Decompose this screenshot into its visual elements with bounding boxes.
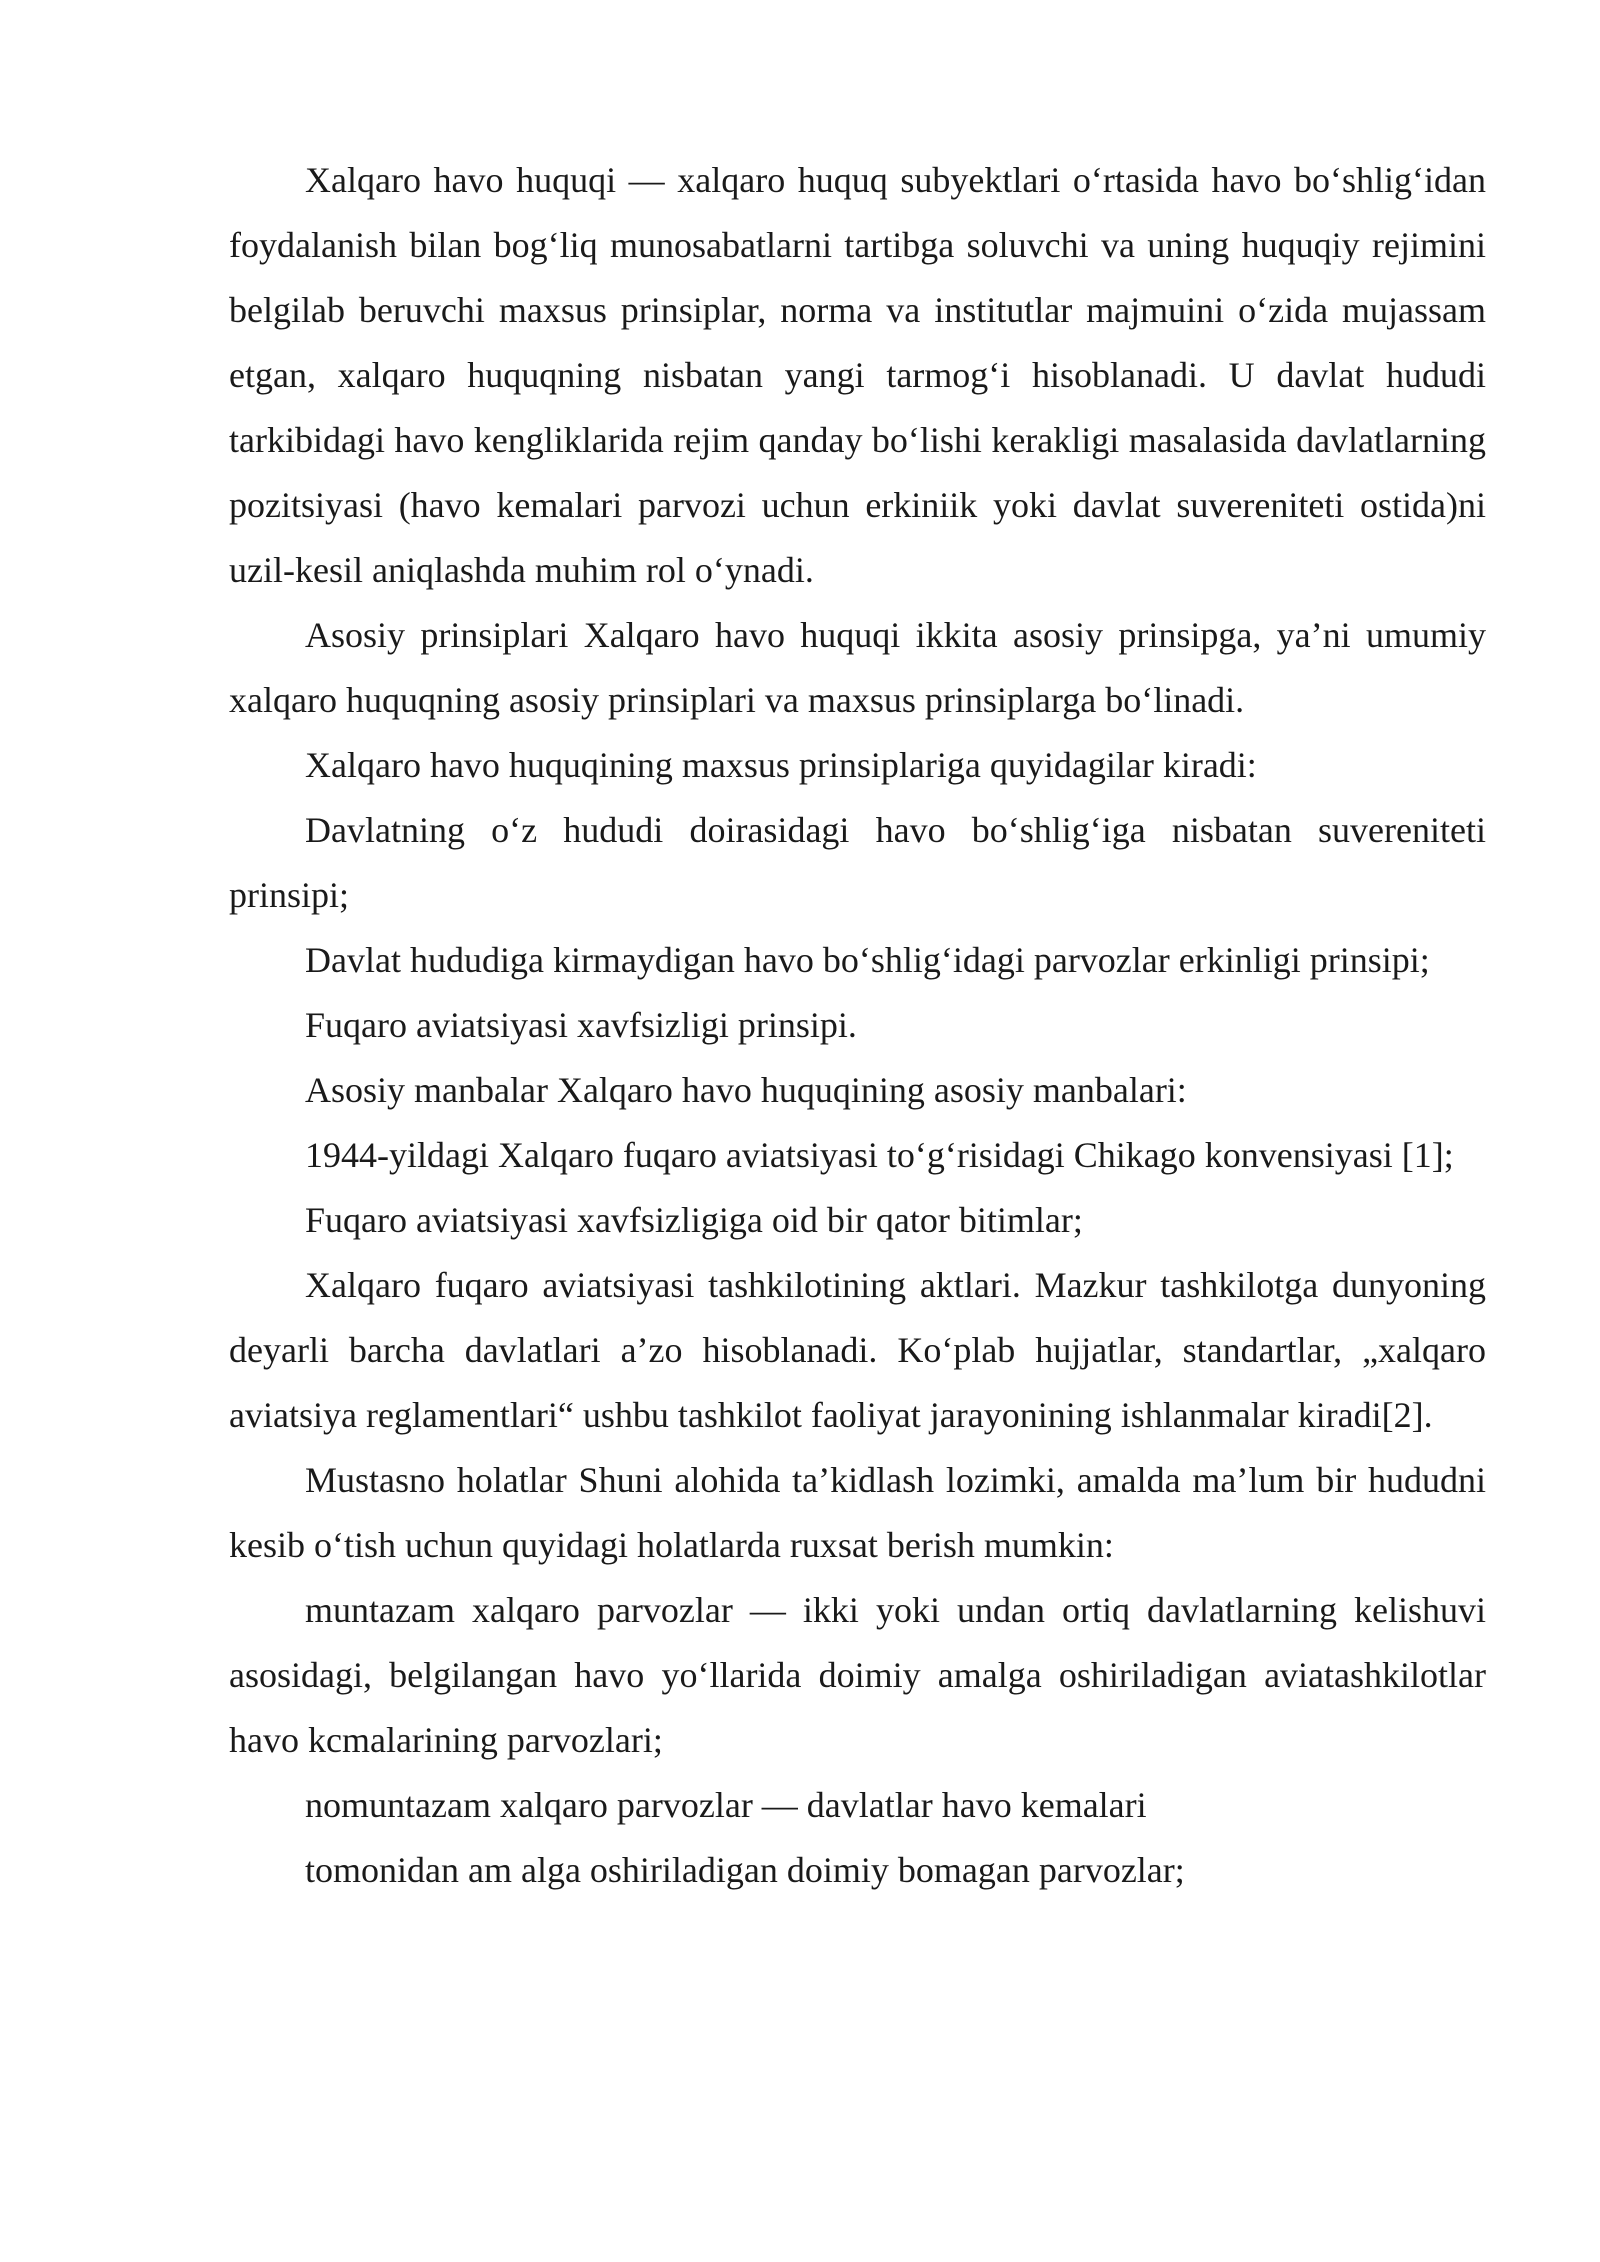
- document-page: [229, 148, 1486, 1903]
- list-item-nonscheduled-flights: nomuntazam xalqaro parvozlar — davlatlar havo kemalari: [305, 1785, 1147, 1825]
- list-item-aviation-security: Fuqaro aviatsiyasi xavfsizligi prinsipi.: [305, 1005, 857, 1045]
- list-item-icao-acts: Xalqaro fuqaro aviatsiyasi tashkilotining aktlari. Mazkur tashkilotga dunyoning deyarli barcha davlatlari a’zo hisoblanadi. Ko‘plab hujjatlar, standartlar, „xalqaro aviatsiya reglamentlari“ ushbu tashkilot faoliyat jarayonining ishlanmalar kiradi[2].: [229, 1265, 1486, 1435]
- paragraph-exceptions: Mustasno holatlar Shuni alohida ta’kidlash lozimki, amalda ma’lum bir hududni kesib o‘tish uchun quyidagi holatlarda ruxsat berish mumkin:: [229, 1460, 1486, 1565]
- list-item-chicago-convention: 1944-yildagi Xalqaro fuqaro aviatsiyasi to‘g‘risidagi Chikago konvensiyasi [1];: [305, 1135, 1454, 1175]
- list-item-security-agreements: Fuqaro aviatsiyasi xavfsizligiga oid bir qator bitimlar;: [305, 1200, 1083, 1240]
- list-item-freedom-of-flight: Davlat hududiga kirmaydigan havo bo‘shlig‘idagi parvozlar erkinligi prinsipi;: [305, 940, 1430, 980]
- list-item-nonscheduled-continuation: tomonidan am alga oshiriladigan doimiy bomagan parvozlar;: [305, 1850, 1185, 1890]
- list-item-scheduled-flights: muntazam xalqaro parvozlar — ikki yoki undan ortiq davlatlarning kelishuvi asosidagi, belgilangan havo yo‘llarida doimiy amalga oshiriladigan aviatashkilotlar havo kcmalarining parvozlari;: [229, 1590, 1486, 1760]
- paragraph-definition: Xalqaro havo huquqi — xalqaro huquq subyektlari o‘rtasida havo bo‘shlig‘idan foydalanish bilan bog‘liq munosabatlarni tartibga soluvchi va uning huquqiy rejimini belgilab beruvchi maxsus prinsiplar, norma va institutlar majmuini o‘zida mujassam etgan, xalqaro huquqning nisbatan yangi tarmog‘i hisoblanadi. U davlat hududi tarkibidagi havo kengliklarida rejim qanday bo‘lishi kerakligi masalasida davlatlarning pozitsiyasi (havo kemalari parvozi uchun erkiniik yoki davlat suvereniteti ostida)ni uzil-kesil aniqlashda muhim rol o‘ynadi.: [229, 160, 1486, 590]
- paragraph-sources-heading: Asosiy manbalar Xalqaro havo huquqining asosiy manbalari:: [305, 1070, 1187, 1110]
- paragraph-special-principles-heading: Xalqaro havo huquqining maxsus prinsiplariga quyidagilar kiradi:: [305, 745, 1257, 785]
- list-item-sovereignty: Davlatning o‘z hududi doirasidagi havo bo‘shlig‘iga nisbatan suvereniteti prinsipi;: [229, 810, 1486, 915]
- paragraph-principles-intro: Asosiy prinsiplari Xalqaro havo huquqi ikkita asosiy prinsipga, ya’ni umumiy xalqaro huquqning asosiy prinsiplari va maxsus prinsiplarga bo‘linadi.: [229, 615, 1486, 720]
